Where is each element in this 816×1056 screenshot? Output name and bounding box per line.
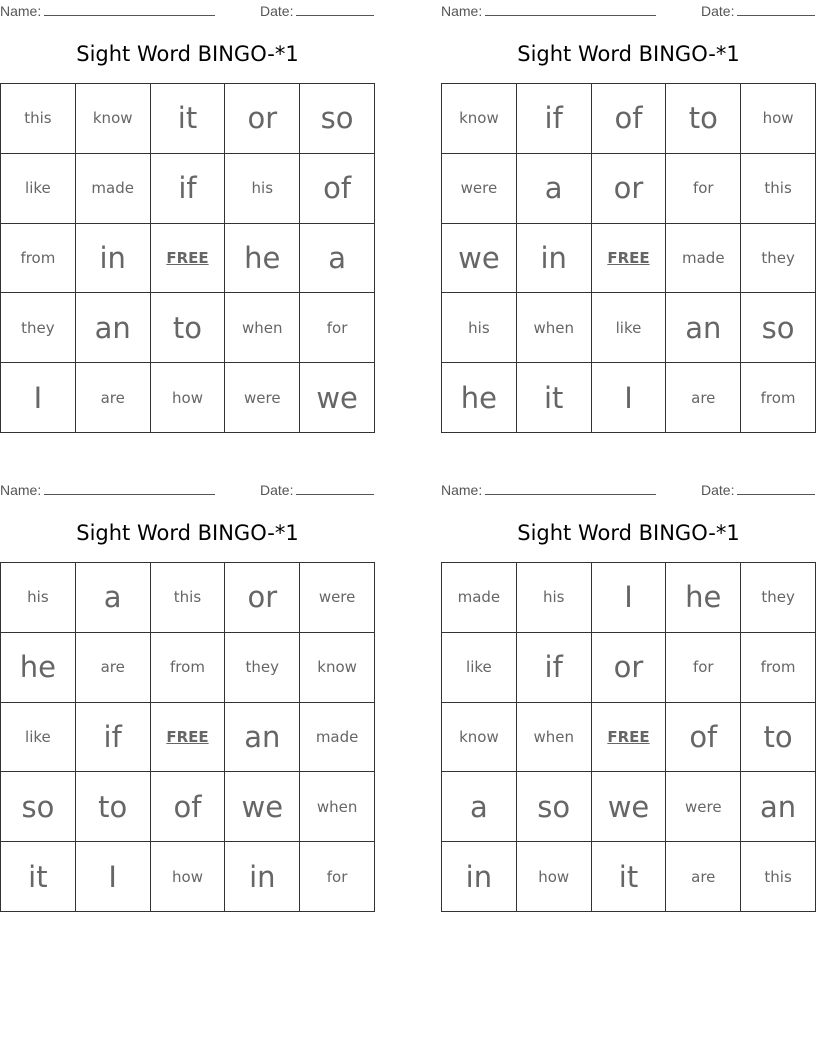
card-title: Sight Word BINGO-*1	[76, 521, 299, 545]
date-blank-line	[296, 494, 374, 495]
bingo-cell[interactable]: his	[442, 293, 517, 363]
bingo-cell[interactable]: of	[300, 154, 375, 224]
date-label: Date:	[260, 482, 294, 498]
bingo-cell[interactable]: when	[517, 703, 592, 773]
bingo-cell[interactable]: made	[442, 563, 517, 633]
bingo-cell[interactable]: his	[517, 563, 592, 633]
bingo-cell[interactable]: like	[1, 703, 76, 773]
bingo-cell[interactable]: like	[1, 154, 76, 224]
bingo-cell[interactable]: how	[741, 84, 816, 154]
name-field	[441, 3, 656, 19]
name-blank-line	[485, 494, 656, 495]
bingo-cell[interactable]: if	[76, 703, 151, 773]
bingo-cell[interactable]: know	[442, 703, 517, 773]
bingo-cell[interactable]: I	[1, 363, 76, 433]
bingo-cell[interactable]: we	[442, 224, 517, 294]
bingo-cell[interactable]: of	[151, 772, 226, 842]
bingo-cell[interactable]: made	[76, 154, 151, 224]
bingo-cell[interactable]: he	[225, 224, 300, 294]
bingo-cell[interactable]: we	[225, 772, 300, 842]
bingo-cell[interactable]: in	[76, 224, 151, 294]
date-blank-line	[737, 15, 815, 16]
bingo-cell[interactable]: to	[76, 772, 151, 842]
date-label: Date:	[260, 3, 294, 19]
bingo-cell[interactable]: or	[592, 154, 667, 224]
bingo-cell[interactable]: this	[741, 842, 816, 912]
bingo-cell[interactable]: for	[666, 633, 741, 703]
bingo-cell[interactable]: are	[666, 363, 741, 433]
bingo-cell[interactable]: so	[517, 772, 592, 842]
bingo-cell[interactable]: were	[442, 154, 517, 224]
card-header	[0, 479, 375, 503]
bingo-cell[interactable]: in	[517, 224, 592, 294]
date-field	[260, 3, 374, 19]
bingo-card	[0, 479, 375, 919]
bingo-cell[interactable]: to	[741, 703, 816, 773]
bingo-cell[interactable]: this	[1, 84, 76, 154]
bingo-cell[interactable]: we	[592, 772, 667, 842]
bingo-card	[441, 0, 816, 440]
bingo-cell[interactable]: are	[76, 363, 151, 433]
bingo-cell[interactable]: or	[225, 84, 300, 154]
free-space[interactable]: FREE	[151, 703, 226, 773]
bingo-cell[interactable]: so	[300, 84, 375, 154]
date-field	[260, 482, 374, 498]
bingo-cell[interactable]: of	[592, 84, 667, 154]
name-blank-line	[485, 15, 656, 16]
name-field	[441, 482, 656, 498]
bingo-cell[interactable]: so	[1, 772, 76, 842]
bingo-cell[interactable]: they	[225, 633, 300, 703]
bingo-cell[interactable]: know	[442, 84, 517, 154]
bingo-cell[interactable]: if	[517, 633, 592, 703]
card-title: Sight Word BINGO-*1	[76, 42, 299, 66]
bingo-cell[interactable]: so	[741, 293, 816, 363]
bingo-cell[interactable]: were	[225, 363, 300, 433]
bingo-grid	[0, 83, 375, 433]
bingo-card	[0, 0, 375, 440]
bingo-cell[interactable]: they	[741, 563, 816, 633]
free-space[interactable]: FREE	[592, 703, 667, 773]
bingo-cell[interactable]: they	[1, 293, 76, 363]
date-field	[701, 482, 815, 498]
bingo-cell[interactable]: if	[151, 154, 226, 224]
bingo-cell[interactable]: when	[225, 293, 300, 363]
bingo-cell[interactable]: know	[76, 84, 151, 154]
name-blank-line	[44, 494, 215, 495]
free-space[interactable]: FREE	[592, 224, 667, 294]
name-label: Name:	[0, 482, 42, 498]
bingo-cell[interactable]: a	[517, 154, 592, 224]
bingo-cell[interactable]: or	[592, 633, 667, 703]
bingo-card	[441, 479, 816, 919]
date-blank-line	[737, 494, 815, 495]
bingo-cell[interactable]: an	[741, 772, 816, 842]
bingo-cell[interactable]: an	[76, 293, 151, 363]
bingo-cell[interactable]: how	[517, 842, 592, 912]
bingo-cell[interactable]: it	[517, 363, 592, 433]
bingo-cell[interactable]: how	[151, 842, 226, 912]
bingo-cell[interactable]: for	[300, 293, 375, 363]
bingo-cell[interactable]: of	[666, 703, 741, 773]
bingo-cell[interactable]: he	[442, 363, 517, 433]
date-blank-line	[296, 15, 374, 16]
bingo-cell[interactable]: made	[300, 703, 375, 773]
bingo-cell[interactable]: from	[151, 633, 226, 703]
bingo-cell[interactable]: from	[741, 363, 816, 433]
bingo-cell[interactable]: I	[592, 563, 667, 633]
date-label: Date:	[701, 482, 735, 498]
bingo-cell[interactable]: for	[666, 154, 741, 224]
bingo-cell[interactable]: this	[151, 563, 226, 633]
bingo-cell[interactable]: were	[300, 563, 375, 633]
bingo-cell[interactable]: it	[151, 84, 226, 154]
date-field	[701, 3, 815, 19]
name-label: Name:	[441, 3, 483, 19]
bingo-cell[interactable]: if	[517, 84, 592, 154]
name-field	[0, 482, 215, 498]
bingo-cell[interactable]: he	[1, 633, 76, 703]
bingo-cell[interactable]: we	[300, 363, 375, 433]
bingo-cell[interactable]: an	[666, 293, 741, 363]
bingo-cell[interactable]: a	[76, 563, 151, 633]
bingo-cell[interactable]: like	[592, 293, 667, 363]
bingo-cell[interactable]: know	[300, 633, 375, 703]
bingo-cell[interactable]: for	[300, 842, 375, 912]
bingo-cell[interactable]: from	[1, 224, 76, 294]
bingo-cell[interactable]: are	[76, 633, 151, 703]
bingo-cell[interactable]: a	[300, 224, 375, 294]
bingo-cell[interactable]: to	[151, 293, 226, 363]
bingo-cell[interactable]: from	[741, 633, 816, 703]
card-title: Sight Word BINGO-*1	[517, 42, 740, 66]
bingo-cell[interactable]: it	[1, 842, 76, 912]
bingo-cell[interactable]: his	[1, 563, 76, 633]
bingo-cell[interactable]: when	[300, 772, 375, 842]
bingo-cell[interactable]: his	[225, 154, 300, 224]
date-label: Date:	[701, 3, 735, 19]
bingo-cell[interactable]: it	[592, 842, 667, 912]
bingo-grid	[441, 562, 816, 912]
name-field	[0, 3, 215, 19]
bingo-cell[interactable]: he	[666, 563, 741, 633]
bingo-cell[interactable]: I	[592, 363, 667, 433]
bingo-cell[interactable]: when	[517, 293, 592, 363]
card-header	[441, 0, 816, 24]
name-label: Name:	[441, 482, 483, 498]
card-header	[0, 0, 375, 24]
bingo-cell[interactable]: this	[741, 154, 816, 224]
name-blank-line	[44, 15, 215, 16]
card-header	[441, 479, 816, 503]
bingo-cell[interactable]: in	[225, 842, 300, 912]
bingo-cell[interactable]: are	[666, 842, 741, 912]
bingo-cell[interactable]: I	[76, 842, 151, 912]
bingo-cell[interactable]: made	[666, 224, 741, 294]
bingo-cell[interactable]: were	[666, 772, 741, 842]
bingo-grid	[0, 562, 375, 912]
free-space[interactable]: FREE	[151, 224, 226, 294]
bingo-cell[interactable]: like	[442, 633, 517, 703]
bingo-cell[interactable]: to	[666, 84, 741, 154]
bingo-cell[interactable]: an	[225, 703, 300, 773]
name-label: Name:	[0, 3, 42, 19]
bingo-cell[interactable]: a	[442, 772, 517, 842]
bingo-cell[interactable]: how	[151, 363, 226, 433]
bingo-cell[interactable]: they	[741, 224, 816, 294]
bingo-cell[interactable]: in	[442, 842, 517, 912]
bingo-grid	[441, 83, 816, 433]
card-title: Sight Word BINGO-*1	[517, 521, 740, 545]
bingo-cell[interactable]: or	[225, 563, 300, 633]
